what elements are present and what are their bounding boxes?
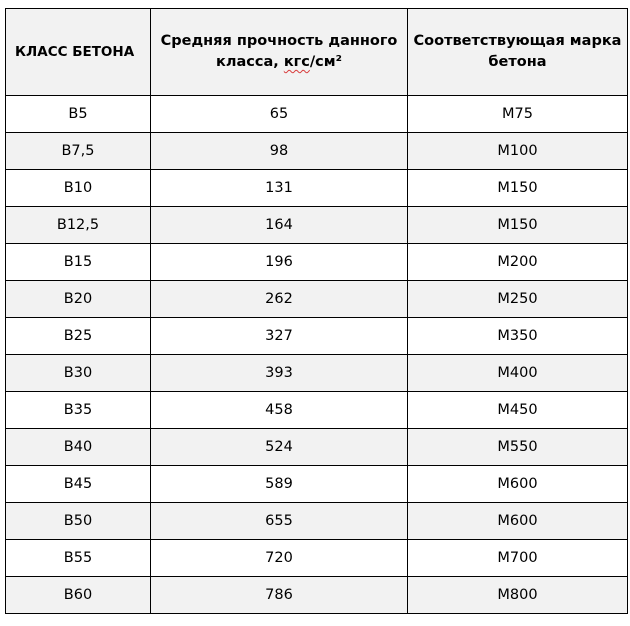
cell-concrete-class: В10: [6, 170, 151, 207]
cell-concrete-class: В55: [6, 540, 151, 577]
cell-concrete-class: В60: [6, 577, 151, 614]
cell-average-strength: 786: [151, 577, 408, 614]
table-row: [6, 466, 628, 503]
cell-concrete-grade: М75: [408, 96, 628, 133]
header-average-strength: [151, 9, 408, 96]
cell-concrete-grade: М100: [408, 133, 628, 170]
cell-concrete-class: В50: [6, 503, 151, 540]
header-grade-line1: Соответствующая марка: [413, 33, 622, 49]
cell-concrete-class: В12,5: [6, 207, 151, 244]
table-row: [6, 318, 628, 355]
cell-concrete-grade: М800: [408, 577, 628, 614]
cell-average-strength: 65: [151, 96, 408, 133]
cell-average-strength: 458: [151, 392, 408, 429]
cell-average-strength: 262: [151, 281, 408, 318]
table-row: [6, 540, 628, 577]
table-row: [6, 392, 628, 429]
cell-concrete-grade: М550: [408, 429, 628, 466]
cell-average-strength: 98: [151, 133, 408, 170]
cell-average-strength: 589: [151, 466, 408, 503]
cell-average-strength: 393: [151, 355, 408, 392]
concrete-grade-table: [5, 8, 628, 614]
table-row: [6, 133, 628, 170]
table-row: [6, 207, 628, 244]
header-strength-unit-rest: /см²: [309, 54, 342, 70]
cell-concrete-grade: М250: [408, 281, 628, 318]
table-row: [6, 96, 628, 133]
table-body: [6, 96, 628, 614]
header-strength-line1: Средняя прочность данного: [160, 33, 398, 49]
table-header-row: [6, 9, 628, 96]
cell-average-strength: 720: [151, 540, 408, 577]
cell-concrete-class: В30: [6, 355, 151, 392]
cell-concrete-class: В35: [6, 392, 151, 429]
table-row: [6, 281, 628, 318]
cell-average-strength: 196: [151, 244, 408, 281]
cell-concrete-grade: М400: [408, 355, 628, 392]
cell-concrete-grade: М200: [408, 244, 628, 281]
cell-concrete-grade: М600: [408, 466, 628, 503]
cell-concrete-class: В25: [6, 318, 151, 355]
cell-concrete-grade: М150: [408, 207, 628, 244]
cell-concrete-grade: М450: [408, 392, 628, 429]
cell-concrete-grade: М150: [408, 170, 628, 207]
cell-concrete-grade: М700: [408, 540, 628, 577]
cell-average-strength: 131: [151, 170, 408, 207]
cell-average-strength: 327: [151, 318, 408, 355]
table-row: [6, 577, 628, 614]
table-row: [6, 355, 628, 392]
header-concrete-grade: [408, 9, 628, 96]
table-row: [6, 503, 628, 540]
header-concrete-class: КЛАСС БЕТОНА: [6, 9, 151, 96]
table-row: [6, 170, 628, 207]
cell-concrete-grade: М350: [408, 318, 628, 355]
cell-concrete-class: В5: [6, 96, 151, 133]
cell-concrete-class: В45: [6, 466, 151, 503]
cell-concrete-class: В20: [6, 281, 151, 318]
header-grade-line2: бетона: [488, 54, 547, 70]
cell-average-strength: 655: [151, 503, 408, 540]
table-row: [6, 429, 628, 466]
cell-concrete-class: В15: [6, 244, 151, 281]
cell-average-strength: 164: [151, 207, 408, 244]
cell-concrete-grade: М600: [408, 503, 628, 540]
cell-concrete-class: В40: [6, 429, 151, 466]
cell-concrete-class: В7,5: [6, 133, 151, 170]
cell-average-strength: 524: [151, 429, 408, 466]
table-row: [6, 244, 628, 281]
header-strength-line2-prefix: класса,: [216, 54, 284, 70]
header-strength-unit-underlined: кгс: [283, 54, 310, 70]
